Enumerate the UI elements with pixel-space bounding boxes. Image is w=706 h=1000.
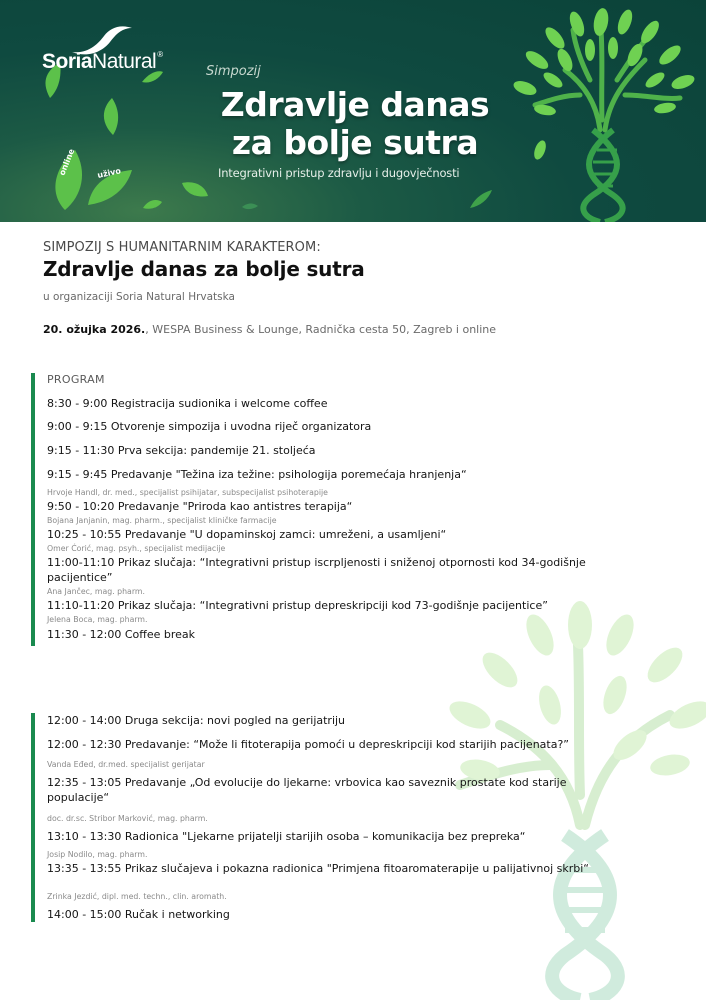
- program-speaker: Zrinka Jezdić, dipl. med. techn., clin. aromath.: [47, 892, 227, 901]
- event-kicker: SIMPOZIJ S HUMANITARNIM KARAKTEROM:: [43, 240, 321, 255]
- program-item: 12:00 - 14:00 Druga sekcija: novi pogled na gerijatriju: [47, 714, 346, 727]
- program-item: 12:35 - 13:05 Predavanje „Od evolucije do ljekarne: vrbovica kao saveznik prostate kod starije populacije“: [47, 776, 567, 804]
- program-item: 10:25 - 10:55 Predavanje "U dopaminskoj zamci: umreženi, a usamljeni“: [47, 528, 447, 541]
- leaf-icon: [242, 204, 258, 210]
- program-section-1: [31, 373, 683, 646]
- program-speaker: Jelena Boca, mag. pharm.: [47, 615, 148, 624]
- leaf-icon: [143, 200, 162, 209]
- program-speaker: doc. dr.sc. Stribor Marković, mag. pharm.: [47, 814, 208, 823]
- banner-kicker: Simpozij: [206, 64, 261, 79]
- dna-tree-icon: [505, 0, 706, 222]
- program-speaker: Josip Nodilo, mag. pharm.: [47, 850, 148, 859]
- leaf-icon: [470, 190, 492, 208]
- event-date-venue: [43, 323, 496, 336]
- registered-mark: ®: [157, 50, 163, 59]
- program-item: 9:15 - 9:45 Predavanje "Težina iza težine: psihologija poremećaja hranjenja“: [47, 468, 467, 481]
- banner-title-line2: za bolje sutra: [231, 123, 479, 162]
- program-speaker: Vanda Eđed, dr.med. specijalist gerijatar: [47, 760, 205, 769]
- program-speaker: Bojana Janjanin, mag. pharm., specijalist kliničke farmacije: [47, 516, 277, 525]
- program-speaker: Ana Jančec, mag. pharm.: [47, 587, 145, 596]
- event-intro: [43, 240, 496, 336]
- banner-title-line1: Zdravlje danas: [220, 85, 490, 124]
- program-item: 14:00 - 15:00 Ručak i networking: [47, 908, 230, 921]
- event-venue: , WESPA Business & Lounge, Radnička cesta 50, Zagreb i online: [145, 323, 497, 336]
- program-item: 9:50 - 10:20 Predavanje "Priroda kao antistres terapija“: [47, 500, 353, 513]
- program-section-2: [31, 713, 683, 922]
- brand-bold: Soria: [42, 50, 93, 73]
- badge-online: online: [57, 147, 77, 177]
- event-title: Zdravlje danas za bolje sutra: [43, 257, 365, 281]
- program-label: PROGRAM: [47, 373, 105, 386]
- badge-live: uživo: [96, 166, 122, 180]
- event-date: 20. ožujka 2026.: [43, 323, 146, 336]
- banner-title: [205, 86, 505, 162]
- program-item: 12:00 - 12:30 Predavanje: “Može li fitoterapija pomoći u depreskripciji kod starijih pacijenata?”: [47, 738, 570, 751]
- program-item: 9:00 - 9:15 Otvorenje simpozija i uvodna riječ organizatora: [47, 420, 372, 433]
- banner-subtitle: Integrativni pristup zdravlju i dugovječnosti: [218, 166, 460, 180]
- program-speaker: Omer Ćorić, mag. psyh., specijalist medijacije: [47, 544, 226, 553]
- leaf-icon: [104, 98, 118, 135]
- program-item: 13:35 - 13:55 Prikaz slučajeva i pokazna radionica "Primjena fitoaromaterapije u palijativnoj skrbi“: [47, 862, 589, 875]
- event-banner: [0, 0, 706, 222]
- program-speaker: Hrvoje Handl, dr. med., specijalist psihijatar, subspecijalist psihoterapije: [47, 488, 328, 497]
- program-item: 11:00-11:10 Prikaz slučaja: “Integrativni pristup iscrpljenosti i sniženoj otpornosti kod 34-godišnje pacijentice”: [47, 556, 586, 584]
- event-organizer: u organizaciji Soria Natural Hrvatska: [43, 291, 235, 303]
- program-item: 8:30 - 9:00 Registracija sudionika i welcome coffee: [47, 397, 328, 410]
- brand-regular: Natural: [92, 50, 157, 73]
- program-item: 11:30 - 12:00 Coffee break: [47, 628, 196, 641]
- leaf-icon: [182, 182, 208, 196]
- program-item: 11:10-11:20 Prikaz slučaja: “Integrativni pristup depreskripciji kod 73-godišnje pacijentice”: [47, 599, 548, 612]
- program-item: 9:15 - 11:30 Prva sekcija: pandemije 21. stoljeća: [47, 444, 316, 457]
- program-item: 13:10 - 13:30 Radionica "Ljekarne prijatelji starijih osoba – komunikacija bez prepreka“: [47, 830, 526, 843]
